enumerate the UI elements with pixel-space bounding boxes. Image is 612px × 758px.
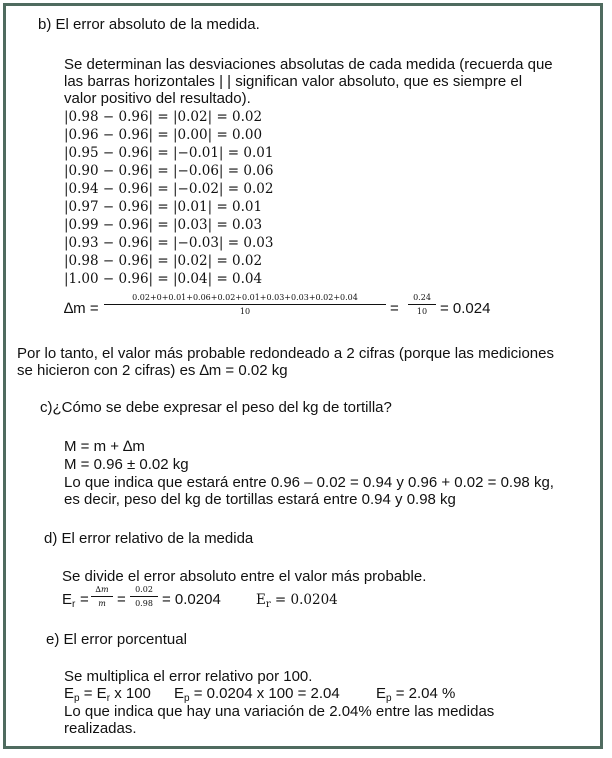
percent-error-formula: $E_p = E_r$ x 100 <box>64 685 151 704</box>
percent-error-calculation: $E_p = 0.0204$ x 100 = 2.04 <box>174 685 340 704</box>
m-denominator: m <box>98 599 106 608</box>
equals-sign: = <box>390 300 399 317</box>
section-b-intro-line-1: Se determinan las desviaciones absolutas de cada medida (recuerda que <box>64 56 553 73</box>
sum-result-denominator: 10 <box>416 307 428 316</box>
deviation-row: |0.97 − 0.96| = |0.01| = 0.01 <box>64 199 263 215</box>
equals-sign: = <box>80 591 89 608</box>
fraction-bar <box>91 596 113 597</box>
deviation-row: |0.95 − 0.96| = |−0.01| = 0.01 <box>64 145 274 161</box>
section-e-intro: Se multiplica el error relativo por 100. <box>64 668 313 685</box>
deviation-row: |0.98 − 0.96| = |0.02| = 0.02 <box>64 253 263 269</box>
deviation-row: |0.98 − 0.96| = |0.02| = 0.02 <box>64 109 263 125</box>
deviation-row: |0.90 − 0.96| = |−0.06| = 0.06 <box>64 163 274 179</box>
value-numerator: 0.02 <box>135 585 153 594</box>
section-e-closing-line-2: realizadas. <box>64 720 137 737</box>
deviation-row: |1.00 − 0.96| = |0.04| = 0.04 <box>64 271 263 287</box>
sum-result-numerator: 0.24 <box>413 293 431 302</box>
deviation-row: |0.99 − 0.96| = |0.03| = 0.03 <box>64 217 263 233</box>
delta-m-label: ∆m = <box>64 300 99 317</box>
relative-error-restated: $E_r = 0.0204$ <box>256 592 338 610</box>
delta-m-numerator: ∆m <box>95 585 109 594</box>
equals-sign: = <box>117 591 126 608</box>
section-e-closing-line-1: Lo que indica que hay una variación de 2.04% entre las medidas <box>64 703 495 720</box>
section-d-title: d) El error relativo de la medida <box>44 530 254 547</box>
fraction-bar <box>408 304 436 305</box>
delta-m-over-m-fraction <box>91 585 113 609</box>
fraction-bar <box>104 304 386 305</box>
section-c-title: c)¿Cómo se debe expresar el peso del kg de tortilla? <box>40 399 392 416</box>
percent-error-result: $E_p = 2.04$ % <box>376 685 456 704</box>
delta-m-result: = 0.024 <box>440 300 491 317</box>
sum-numerator: 0.02+0+0.01+0.06+0.02+0.01+0.03+0.03+0.02+0.04 <box>132 293 358 302</box>
section-e-title: e) El error porcentual <box>46 631 187 648</box>
deviation-row: |0.96 − 0.96| = |0.00| = 0.00 <box>64 127 263 143</box>
section-b-intro-line-3: valor positivo del resultado). <box>64 90 251 107</box>
section-c-line-3: Lo que indica que estará entre 0.96 – 0.02 = 0.94 y 0.96 + 0.02 = 0.98 kg, <box>64 474 554 491</box>
section-b-title: b) El error absoluto de la medida. <box>38 16 260 33</box>
deviation-row: |0.94 − 0.96| = |−0.02| = 0.02 <box>64 181 274 197</box>
deviation-row: |0.93 − 0.96| = |−0.03| = 0.03 <box>64 235 274 251</box>
section-b-intro-line-2: las barras horizontales | | significan valor absoluto, que es siempre el <box>64 73 523 90</box>
relative-error-value: = 0.0204 <box>162 591 221 608</box>
sum-fraction <box>104 293 386 317</box>
conclusion-line-2: se hicieron con 2 cifras) es ∆m = 0.02 kg <box>17 362 288 379</box>
value-denominator: 0.98 <box>135 599 153 608</box>
section-c-line-4: es decir, peso del kg de tortillas estará entre 0.94 y 0.98 kg <box>64 491 456 508</box>
sum-denominator: 10 <box>239 307 251 316</box>
section-c-line-1: M = m + ∆m <box>64 438 145 455</box>
fraction-bar <box>130 596 158 597</box>
value-fraction <box>130 585 158 609</box>
sum-result-fraction <box>408 293 436 317</box>
conclusion-line-1: Por lo tanto, el valor más probable redondeado a 2 cifras (porque las mediciones <box>17 345 554 362</box>
relative-error-label: $E_r$ <box>62 591 76 610</box>
section-c-line-2: M = 0.96 ± 0.02 kg <box>64 456 189 473</box>
section-d-intro: Se divide el error absoluto entre el valor más probable. <box>62 568 427 585</box>
